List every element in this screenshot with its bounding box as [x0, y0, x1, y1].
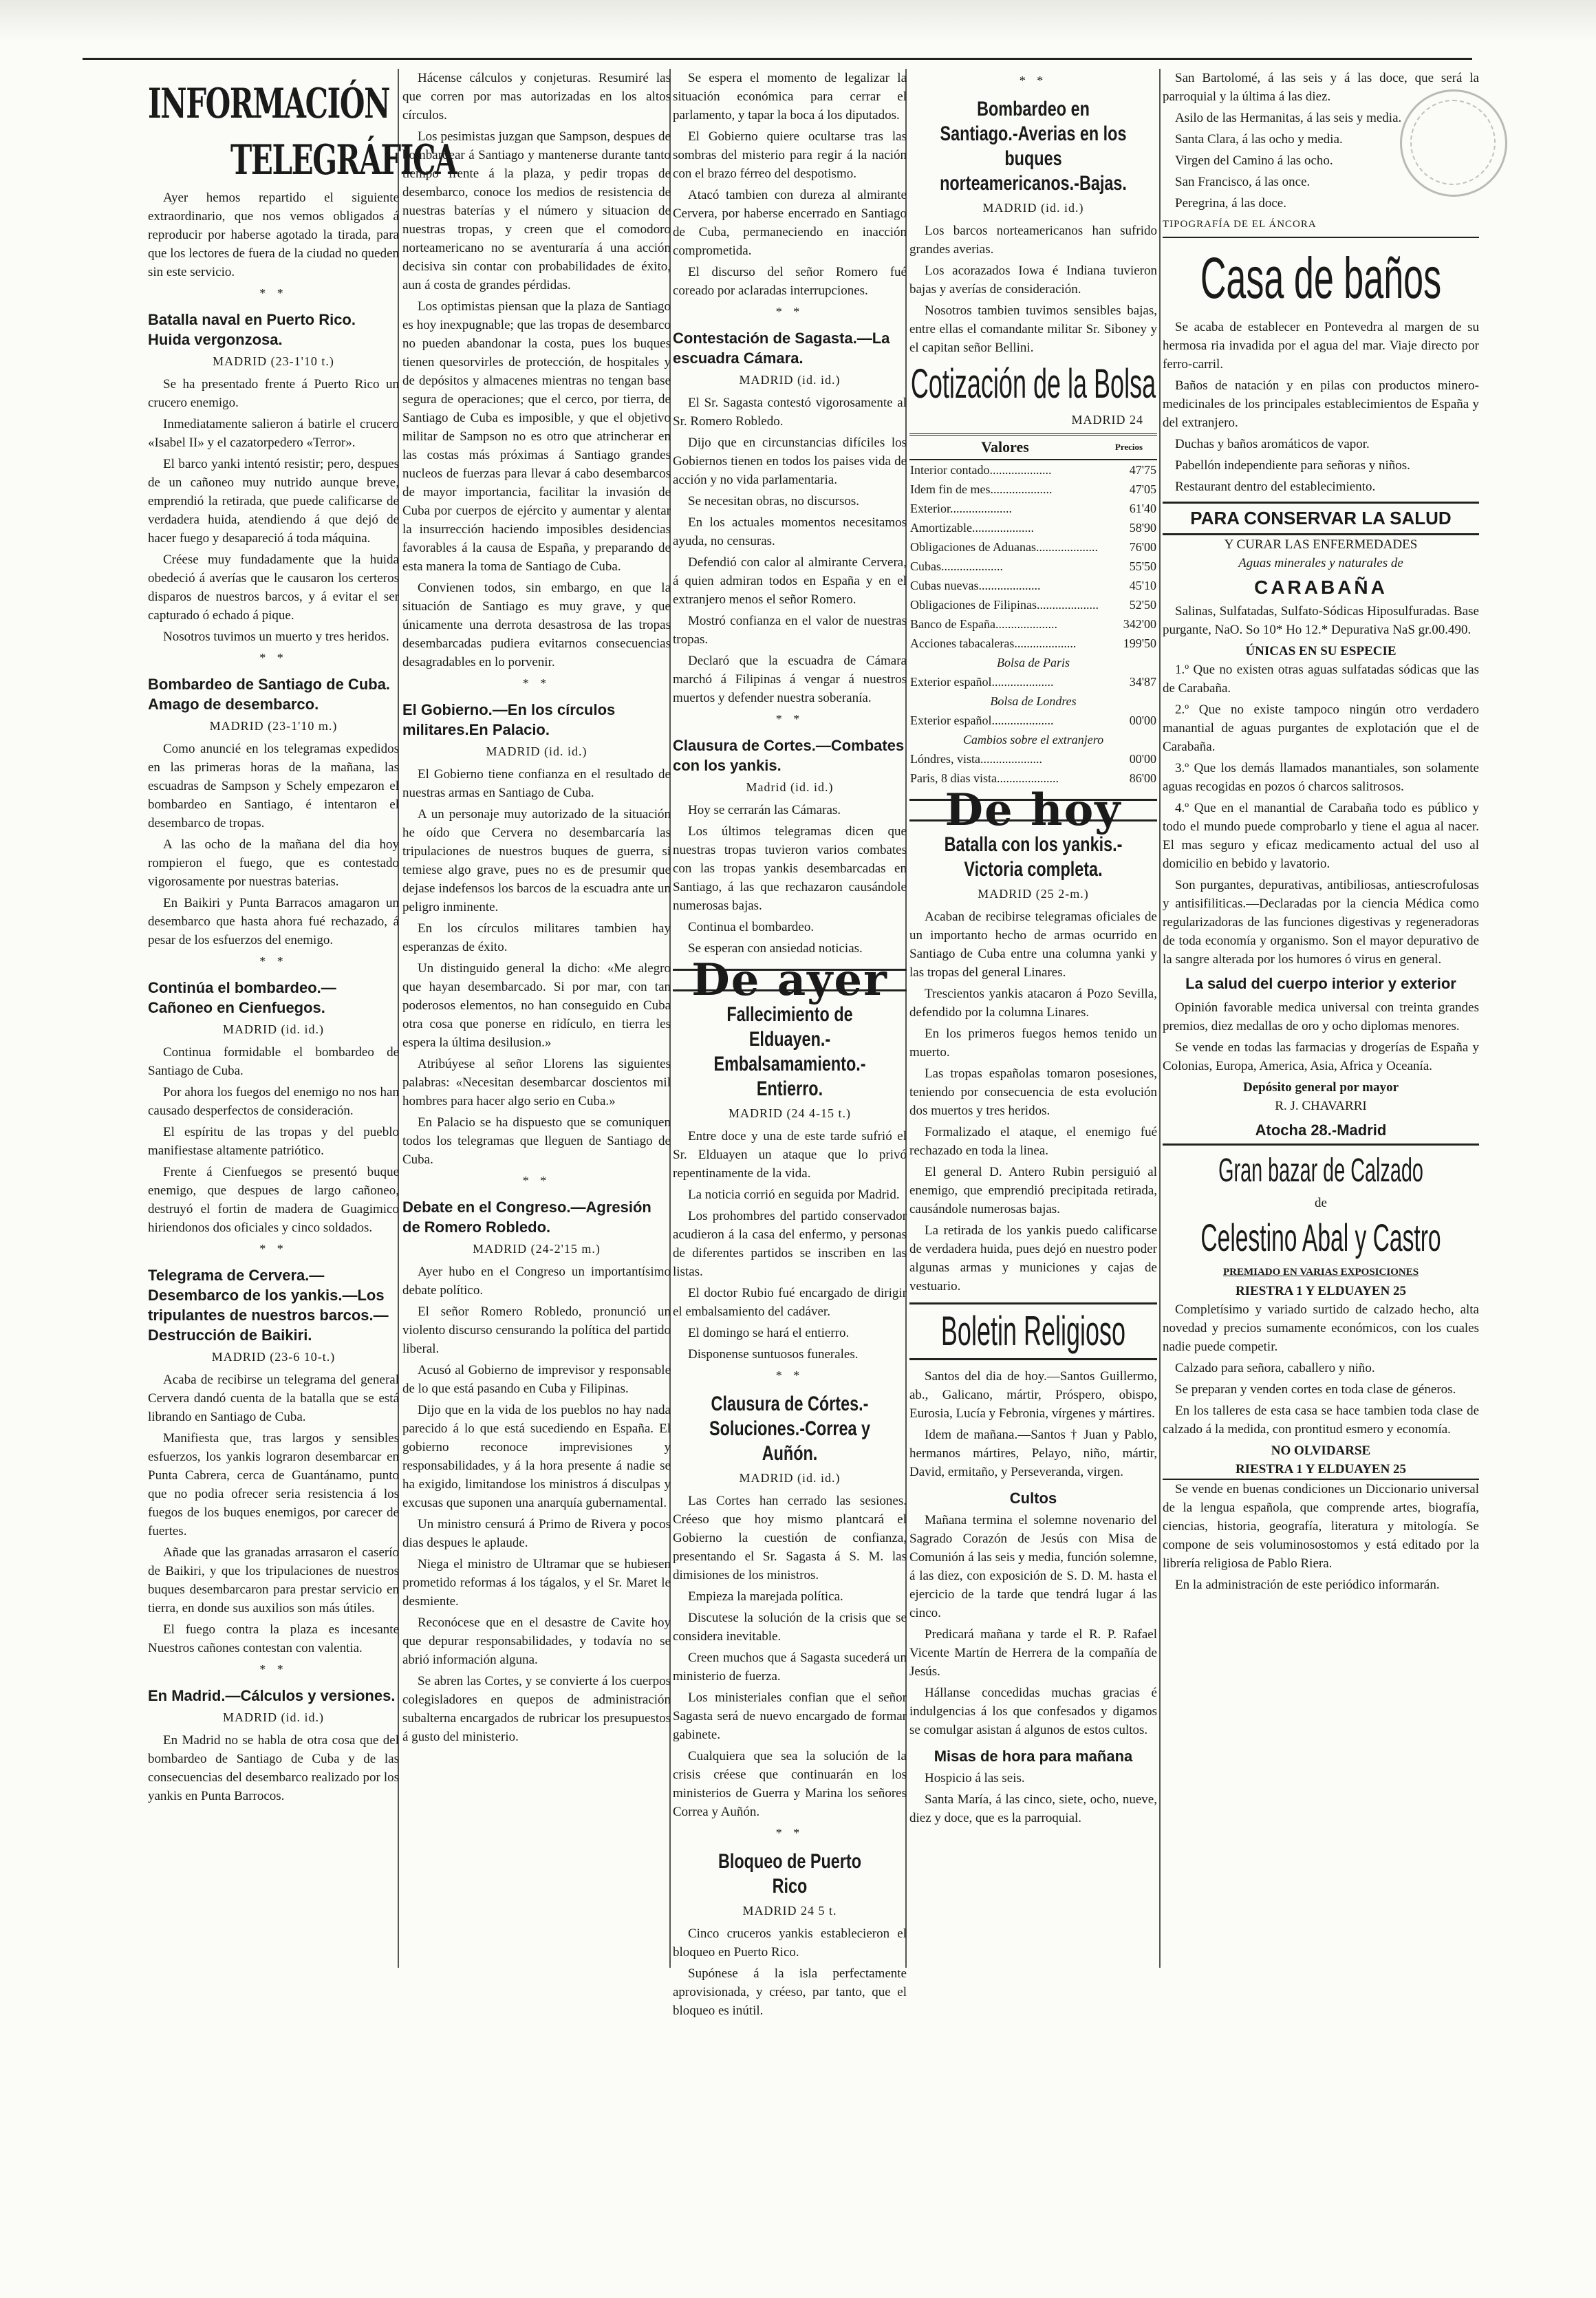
salud-subtitle: Y CURAR LAS ENFERMEDADES: [1224, 537, 1418, 552]
paragraph: Disponense suntuosos funerales.: [688, 1347, 859, 1362]
paragraph: Niega el ministro de Ultramar que se hubiesen prometido reformas á los tágalos, y el Sr. Maret le desmiente.: [402, 1557, 671, 1609]
paragraph: En los primeros fuegos hemos tenido un muerto.: [909, 1027, 1157, 1060]
dateline: MADRID (id. id.): [223, 1710, 324, 1724]
paragraph: En Baikiri y Punta Barracos amagaron un desembarco que hasta ahora fué rechazado, á pesar de los esfuerzos del enemigo.: [148, 896, 399, 947]
paragraph: El fuego contra la plaza es incesante Nuestros cañones contestan con valentia.: [148, 1622, 399, 1655]
paragraph: Los barcos norteamericanos han sufrido grandes averias.: [909, 224, 1157, 257]
dateline: MADRID (23-6 10-t.): [211, 1350, 336, 1364]
carabana-point: 3.º Que los demás llamados manantiales, son solamente aguas recogidas en pozos ó charcos salitrosos.: [1163, 761, 1479, 794]
bolsa-row-value: 86'00: [1129, 771, 1156, 785]
dateline: MADRID (id. id.): [982, 201, 1084, 215]
bazar-de: de: [1315, 1196, 1327, 1210]
dateline: MADRID (id. id.): [739, 1471, 841, 1485]
bazar-line: En los talleres de esta casa se hace tambien toda clase de calzado á la medida, con prontitud esmero y economía.: [1163, 1404, 1479, 1437]
article-headline: Bloqueo de Puerto Rico: [718, 1850, 862, 1898]
bolsa-row-value: 47'05: [1129, 482, 1156, 496]
paragraph: Se ha presentado frente á Puerto Rico un crucero enemigo.: [148, 377, 399, 410]
paragraph: Hácense cálculos y conjeturas. Resumiré las que corren por mas autorizadas en los altos círculos.: [402, 71, 671, 122]
paragraph: Se espera el momento de legalizar la situación económica para cerrar el parlamento, y tapar la boca á los diputados.: [673, 71, 907, 122]
bolsa-row: [909, 480, 1157, 499]
paragraph: Por ahora los fuegos del enemigo no nos han causado desperfectos de consideración.: [148, 1085, 399, 1118]
bolsa-row-name: Amortizable....................: [910, 521, 1034, 535]
bolsa-row-value: 47'75: [1129, 463, 1156, 477]
bolsa-row-name: Exterior español....................: [910, 675, 1054, 689]
section-separator: * *: [522, 1174, 551, 1188]
bolsa-row: [909, 672, 1157, 691]
paragraph: En los actuales momentos necesitamos ayuda, no censuras.: [673, 515, 907, 548]
bolsa-subheading-text: Cambios sobre el extranjero: [962, 733, 1104, 747]
bolsa-subheading: [909, 653, 1157, 672]
unicas-heading: ÚNICAS EN SU ESPECIE: [1245, 644, 1396, 658]
bolsa-title: Cotización de la Bolsa: [910, 361, 1156, 407]
dateline: MADRID (24 4-15 t.): [729, 1106, 851, 1120]
cultos-paragraph: Mañana termina el solemne novenario del Sagrado Corazón de Jesús con Misa de Comunión á las seis y media, función solemne, á las diez, con exposición de S. D. M. hasta el ejercicio de la tarde que tendrá lugar á las cinco.: [909, 1513, 1157, 1620]
carabana-point: 2.º Que no existe tampoco ningún otro verdadero manantial de aguas purgantes de explotación que el de Carabaña.: [1163, 702, 1479, 754]
paragraph: Las Cortes han cerrado las sesiones. Créeso que hoy mismo plantcará el Gobierno la cuestión de confianza, presentando el Sr. Sagasta á S. M. las dimisiones de los ministros.: [673, 1494, 907, 1582]
paragraph: Se abren las Cortes, y se convierte á los cuerpos colegisladores en quepos de administración subalterna encargados de rubricar los presupuestos á gusto del ministerio.: [402, 1674, 671, 1744]
misa-entry: San Bartolomé, á las seis y á las doce, que será la parroquial y la última á las diez.: [1163, 71, 1479, 104]
bolsa-subheading: [909, 691, 1157, 711]
paragraph: Se esperan con ansiedad noticias.: [688, 941, 863, 956]
paragraph: Acaba de recibirse un telegrama del general Cervera dandó cuenta de la batalla que se está librando en Santiago de Cuba.: [148, 1373, 399, 1424]
paragraph: Los últimos telegramas dicen que nuestras tropas tuvieron varios combates con las tropas yankis desembarcadas en Santiago, á las que rechazaron causándole numerosas bajas.: [673, 824, 907, 913]
bolsa-row-value: 55'50: [1129, 559, 1156, 573]
paragraph: El Gobierno quiere ocultarse tras las sombras del misterio para regir á la nación con el brazo férreo del despotismo.: [673, 129, 907, 181]
bazar-address-repeat: RIESTRA 1 Y ELDUAYEN 25: [1163, 1460, 1479, 1480]
cultos-title: Cultos: [1009, 1490, 1057, 1507]
bolsa-row-value: 61'40: [1129, 502, 1156, 515]
bolsa-row: [909, 749, 1157, 769]
masthead-line2: TELEGRÁFICA: [230, 136, 457, 184]
casa-banos-text: [1163, 318, 1479, 496]
column-1: [148, 69, 457, 1975]
casa-banos-line: Pabellón independiente para señoras y niños.: [1175, 458, 1410, 473]
boletin-title: Boletin Religioso: [940, 1308, 1126, 1354]
section-banner: De ayer: [673, 969, 907, 991]
section-separator: * *: [775, 1826, 804, 1840]
bolsa-row: [909, 537, 1157, 557]
diccionario-ad: Se vende en buenas condiciones un Diccionario universal de la lengua española, que comprende artes, biografía, ciencias, historia, geografía, literatura y mitología. Se compone de seis voluminosostomos y está editado por la librería religiosa de Pablo Riera.: [1163, 1482, 1479, 1571]
bazar-text: [1163, 1300, 1479, 1439]
casa-banos-line: Restaurant dentro del establecimiento.: [1175, 480, 1376, 494]
bolsa-row-value: 34'87: [1129, 675, 1156, 689]
salud-title: PARA CONSERVAR LA SALUD: [1190, 508, 1452, 528]
misa-entry: San Francisco, á las once.: [1175, 175, 1311, 189]
atocha-address: Atocha 28.-Madrid: [1163, 1121, 1479, 1146]
paragraph: Declaró que la escuadra de Cámara marchó á Filipinas á vengar á nuestros muertos y defender nuestra soberanía.: [673, 654, 907, 705]
misas-list: [909, 1769, 1157, 1827]
boletin-idem: Idem de mañana.—Santos † Juan y Pablo, hermanos mártires, Pelayo, niño, mártir, David, ermitaño, y Perseveranda, virgen.: [909, 1428, 1157, 1479]
section-separator: * *: [259, 954, 288, 968]
bolsa-row-name: Idem fin de mes....................: [910, 482, 1053, 496]
premiado-label: PREMIADO EN VARIAS EXPOSICIONES: [1222, 1267, 1419, 1278]
paragraph: El barco yanki intentó resistir; pero, despues de un cañoneo muy nutrido aunque breve, emprendió la retirada, que puede calificarse de verdadera huida, atendiendo á que dejó de hacer fuego y desapareció á toda máquina.: [148, 457, 399, 546]
casa-banos-line: Duchas y baños aromáticos de vapor.: [1175, 437, 1370, 451]
article-headline: Clausura de Córtes.-Soluciones.-Correa y Auñón.: [709, 1393, 871, 1465]
admin-note: En la administración de este periódico informarán.: [1175, 1578, 1440, 1592]
paragraph: Un distinguido general la dicho: «Me alegro que hayan desembarcado. Si por mar, con tan poderosos elementos, no han conseguido en Cuba otra cosa que ponerse en ridículo, en tierra les espera la última desilusion.»: [402, 961, 671, 1050]
paragraph: El espíritu de las tropas y del pueblo manifiestase altamente patriótico.: [148, 1125, 399, 1158]
paragraph: Se necesitan obras, no discursos.: [688, 494, 860, 508]
paragraph: El discurso del señor Romero fué coreado por aclaradas interrupciones.: [673, 265, 907, 298]
bazar-line: Completísimo y variado surtido de calzado hecho, alta novedad y precios sumamente económicos, con los cuales nadie puede competir.: [1163, 1302, 1479, 1354]
paragraph: La noticia corrió en seguida por Madrid.: [688, 1188, 900, 1202]
paragraph: El Sr. Sagasta contestó vigorosamente al Sr. Romero Robledo.: [673, 396, 907, 429]
bolsa-row-name: Obligaciones de Filipinas....................: [910, 598, 1099, 612]
column-5-ads: [1163, 69, 1479, 1940]
bolsa-row-value: 342'00: [1123, 617, 1156, 631]
paragraph: Dijo que en circunstancias difíciles los Gobiernos tienen en todos los paises vida de acción y no vida parlamentaria.: [673, 436, 907, 487]
paragraph: Los prohombres del partido conservador acudieron á la casa del enfermo, y personas de diferentes partidos se inscriben en las listas.: [673, 1209, 907, 1279]
article-headline: Bombardeo de Santiago de Cuba. Amago de desembarco.: [148, 676, 391, 713]
paragraph: Créese muy fundadamente que la huida obedeció á averías que le causaron los certeros disparos de nuestros barcos, y á evitar el ser capturado ó echado á pique.: [148, 552, 399, 623]
section-separator: * *: [259, 286, 288, 300]
misas-title: Misas de hora para mañana: [934, 1748, 1133, 1765]
dateline: MADRID (id. id.): [486, 744, 587, 758]
paragraph: Entre doce y una de este tarde sufrió el Sr. Elduayen un ataque que lo privó repentinamente de la vida.: [673, 1129, 907, 1181]
paragraph: Dijo que en la vida de los pueblos no hay nada parecido á lo que está sucediendo en España. El gobierno reconoce imprevisiones y responsabilidades, y á la hora presente á nadie se ha exigido, limitandose los ministros á disculpas y excusas que suponen una anarquía gubernamental.: [402, 1403, 671, 1510]
article-headline: Debate en el Congreso.—Agresión de Romero Robledo.: [402, 1199, 651, 1236]
bolsa-row: [909, 595, 1157, 614]
paragraph: Ayer hubo en el Congreso un importantísimo debate político.: [402, 1265, 671, 1298]
bolsa-row-value: 00'00: [1129, 752, 1156, 766]
paragraph: Formalizado el ataque, el enemigo fué rechazado en toda la linea.: [909, 1125, 1157, 1158]
cultos-paragraph: Hállanse concedidas muchas gracias é indulgencias á los que confesados y digamos se comulgar asistan á algunos de estos cultos.: [909, 1686, 1157, 1737]
carabana-point: 4.º Que en el manantial de Carabaña todo es público y todo el mundo puede comprobarlo y tiene el agua al nacer. El mas seguro y eficaz medicamento actual del uso al domicilio en bebido y lavatorio.: [1163, 801, 1479, 871]
column-3: [673, 69, 907, 2018]
dateline: Madrid (id. id.): [746, 780, 834, 794]
bazar-line: Se preparan y venden cortes en toda clase de géneros.: [1175, 1382, 1456, 1397]
no-olvidarse: NO OLVIDARSE: [1271, 1443, 1371, 1458]
bolsa-row-name: Interior contado....................: [910, 463, 1052, 477]
section-separator: * *: [1019, 74, 1048, 87]
masthead-line1: INFORMACIÓN: [148, 80, 390, 128]
casa-banos-line: Se acaba de establecer en Pontevedra al margen de su hermosa ria invadida por el agua del mar. Viaje directo por ferro-carril.: [1163, 320, 1479, 372]
column-3-content: [673, 69, 907, 2020]
boletin-santos: Santos del dia de hoy.—Santos Guillermo, ab., Galicano, mártir, Próspero, obispo, Eurosia, Lucía y Febronia, vírgenes y mártires.: [909, 1369, 1157, 1421]
deposito-label: Depósito general por mayor: [1242, 1080, 1399, 1095]
venta-text: Se vende en todas las farmacias y drogerías de España y Colonias, Europa, America, Asia, Africa y Oceanía.: [1163, 1040, 1479, 1073]
article-headline: En Madrid.—Cálculos y versiones.: [148, 1687, 396, 1704]
paragraph: El general D. Antero Rubin persiguió al enemigo, que emprendió precipitada retirada, causándole numerosas bajas.: [909, 1165, 1157, 1216]
paragraph: Como anuncié en los telegramas expedidos en las primeras horas de la mañana, las escuadras de Sampson y Schely empezaron el bombardeo en Santiago, é intentaron el desembarco de tropas.: [148, 742, 399, 830]
paragraph: Hoy se cerrarán las Cámaras.: [688, 803, 841, 817]
misa-entry: Virgen del Camino á las ocho.: [1175, 153, 1333, 168]
paragraph: Un ministro censurá á Primo de Rivera y pocos dias despues le aplaude.: [402, 1517, 671, 1550]
bolsa-subheading-text: Bolsa de Paris: [997, 656, 1070, 669]
carabana-brand: CARABAÑA: [1254, 577, 1388, 598]
misa-entry: Peregrina, á las doce.: [1175, 196, 1286, 211]
paragraph: Los acorazados Iowa é Indiana tuvieron bajas y averías de consideración.: [909, 264, 1157, 297]
paragraph: La retirada de los yankis puedo calificarse de verdadera huida, pues dejó en nuestro poder algunas armas y municiones y cajas de vestuario.: [909, 1223, 1157, 1293]
bolsa-row: [909, 518, 1157, 537]
bolsa-row-name: Exterior español....................: [910, 713, 1054, 727]
typography-credit: TIPOGRAFÍA DE EL ÁNCORA: [1163, 215, 1479, 238]
bolsa-subheading-text: Bolsa de Londres: [990, 694, 1077, 708]
bolsa-row-value: 199'50: [1123, 636, 1156, 650]
paragraph: A las ocho de la mañana del dia hoy rompieron el fuego, que es contestado vigorosamente por nuestras baterias.: [148, 837, 399, 889]
misa-entry: Santa Clara, á las ocho y media.: [1175, 132, 1343, 147]
column-divider: [1159, 69, 1161, 1968]
header-rule: [83, 58, 1472, 60]
paragraph: Los optimistas piensan que la plaza de Santiago es hoy inexpugnable; que las tropas de desembarco no pueden abandonar la costa, pues los buques tienen quesorvirles de protección, de hospitales y de depósitos y almacenes mientras no tengan base segura de operaciones; que el cerco, por tierra, de Santiago de Cuba es imposible, y que el objetivo militar de Sampson no es otro que atrincherar en las costas más próximas á Santiago grandes nucleos de fuerzas para llevar á cabo desembarcos de mayor importancia, facilitar la invasión de Cuba por cuerpos de ejército y aumentar y alentar la insurrección haciendo imposibles desidencias favorables á la causa de España, y preparando de esta manera la toma de Santiago de Cuba.: [402, 299, 671, 574]
paragraph: El doctor Rubio fué encargado de dirigir el embalsamiento del cadáver.: [673, 1286, 907, 1319]
salud-subtitle2: Aguas minerales y naturales de: [1238, 556, 1403, 570]
paragraph: El domingo se hará el entierro.: [688, 1326, 850, 1340]
paragraph: Frente á Cienfuegos se presentó buque enemigo, que despues de largo cañoneo, destruyó el fortin de madera de Guagimico hiriendonos dos oficiales y cinco soldados.: [148, 1165, 399, 1235]
article-headline: Contestación de Sagasta.—La escuadra Cámara.: [673, 330, 890, 367]
paragraph: Convienen todos, sin embargo, en que la situación de Santiago es muy grave, y que únicamente una derrota desastrosa de las tropas desembarcadas pudiera evitarnos consecuencias desagradables en lo porvenir.: [402, 581, 671, 669]
bolsa-row: [909, 614, 1157, 634]
bazar-title: Gran bazar de Calzado: [1218, 1152, 1423, 1189]
paragraph: Atribúyese al señor Llorens las siguientes palabras: «Necesitan desembarcar doscientos mil hombres para hacer algo serio en Cuba.»: [402, 1057, 671, 1108]
bolsa-row-value: 52'50: [1129, 598, 1156, 612]
misas-continued: [1163, 69, 1479, 213]
paragraph: El señor Romero Robledo, pronunció un violento discurso censurando la política del partido liberal.: [402, 1304, 671, 1356]
paragraph: Acusó al Gobierno de imprevisor y responsable de lo que está pasando en Cuba y Filipinas.: [402, 1363, 671, 1396]
bolsa-row-name: Paris, 8 dias vista....................: [910, 771, 1059, 785]
carabana-point: 1.º Que no existen otras aguas sulfatadas sódicas que las de Carabaña.: [1163, 663, 1479, 696]
article-headline: Continúa el bombardeo.—Cañoneo en Cienfuegos.: [148, 979, 336, 1016]
article-headline: Telegrama de Cervera.—Desembarco de los yankis.—Los tripulantes de nuestros barcos.—Destrucción de Baikiri.: [148, 1267, 389, 1344]
paragraph: Nosotros tuvimos un muerto y tres heridos.: [163, 630, 389, 644]
column-4: [909, 69, 1157, 1940]
paragraph: Los pesimistas juzgan que Sampson, despues de bombardear á Santiago y mantenerse durante tanto tiempo frente á la plaza, y pedir tropas de desembarco, conoce los medios de resistencia de nuestras baterías y el número y situacion de nuestras tropas, y creen que el comodoro norteamericano no se aventuraría á una acción decisiva sin contar con probabilidades de éxito, aun á costa de grandes pérdidas.: [402, 129, 671, 292]
paragraph: En los círculos militares tambien hay esperanzas de éxito.: [402, 921, 671, 954]
paragraph: Las tropas españolas tomaron posesiones, teniendo por consecuencia de esta evolución dos muertos y tres heridos.: [909, 1066, 1157, 1118]
paragraph: Creen muchos que á Sagasta sucederá un ministerio de fuerza.: [673, 1651, 907, 1684]
article-headline: Batalla naval en Puerto Rico. Huida vergonzosa.: [148, 311, 356, 348]
bolsa-row-name: Acciones tabacaleras....................: [910, 636, 1077, 650]
article-headline: Bombardeo en Santiago.-Averias en los buques norteamericanos.-Bajas.: [940, 98, 1127, 195]
section-separator: * *: [259, 1662, 288, 1676]
dateline: MADRID (24-2'15 m.): [473, 1242, 601, 1256]
bolsa-col-valores: Valores: [909, 435, 1101, 460]
section-separator: * *: [259, 651, 288, 665]
bolsa-row-name: Cubas nuevas....................: [910, 579, 1041, 592]
paragraph: Manifiesta que, tras largos y sensibles esfuerzos, los yankis lograron desembarcar en Punta Cabrera, cerca de Guantánamo, punto que no podia ofrecer seria resistencia á los fuegos de los buques enemigos, por carecer de fuertes.: [148, 1431, 399, 1538]
bolsa-row: [909, 576, 1157, 595]
misa-entry: Santa María, á las cinco, siete, ocho, nueve, diez y doce, que es la parroquial.: [909, 1792, 1157, 1825]
cultos-list: [909, 1511, 1157, 1739]
paragraph: Atacó tambien con dureza al almirante Cervera, por haberse encerrado en Santiago de Cuba, permaneciendo en inacción comprometida.: [673, 188, 907, 258]
paragraph: Acaban de recibirse telegramas oficiales de un importanto hecho de armas ocurrido en Santiago de Cuba entre una columna yanki y las tropas del general Linares.: [909, 910, 1157, 980]
bolsa-row-name: Exterior....................: [910, 502, 1012, 515]
section-separator: * *: [775, 305, 804, 319]
bolsa-row: [909, 634, 1157, 653]
bolsa-row: [909, 711, 1157, 730]
bolsa-subheading: [909, 730, 1157, 749]
paragraph: Mostró confianza en el valor de nuestras tropas.: [673, 614, 907, 647]
bolsa-row-name: Obligaciones de Aduanas....................: [910, 540, 1098, 554]
misa-entry: Asilo de las Hermanitas, á las seis y media.: [1175, 111, 1402, 125]
article-headline: Fallecimiento de Elduayen.-Embalsamamiento.-Entierro.: [713, 1003, 866, 1100]
chavarri-name: R. J. CHAVARRI: [1275, 1099, 1367, 1113]
paragraph: Defendió con calor al almirante Cervera, á quien admiran todos en España y en el extranjero menos el señor Romero.: [673, 555, 907, 607]
bolsa-table-body: [909, 460, 1157, 788]
bolsa-row-value: 45'10: [1129, 579, 1156, 592]
article-headline: El Gobierno.—En los círculos militares.En Palacio.: [402, 701, 616, 738]
bolsa-row: [909, 460, 1157, 480]
article-headline: Batalla con los yankis.-Victoria completa.: [944, 833, 1123, 881]
paragraph: En Palacio se ha dispuesto que se comuniquen todos los telegramas que lleguen de Santiago de Cuba.: [402, 1115, 671, 1167]
carabana-point: Son purgantes, depurativas, antibiliosas, antiescrofulosas y antisifiliticas.—Declaradas por la ciencia Médica como regularizadoras de las funciones digestivas y regeneradoras de toda economía y organismo. Son el mayor depurativo de la sangre alterada por los humores ó virus en general.: [1163, 878, 1479, 967]
bolsa-row: [909, 557, 1157, 576]
column-2: [402, 69, 671, 1975]
bolsa-row-name: Lóndres, vista....................: [910, 752, 1042, 766]
paragraph: Nosotros tambien tuvimos sensibles bajas, entre ellas el comandante militar Sr. Siboney y el capitan señor Bellini.: [909, 303, 1157, 355]
bazar-address: RIESTRA 1 Y ELDUAYEN 25: [1235, 1284, 1407, 1298]
paragraph: Continua formidable el bombardeo de Santiago de Cuba.: [148, 1045, 399, 1078]
column-1-content: [148, 189, 399, 1805]
paragraph: Supónese á la isla perfectamente aprovisionada, y créeso, par tanto, que el bloqueo es inútil.: [673, 1966, 907, 2018]
bolsa-row-name: Cubas....................: [910, 559, 1003, 573]
paragraph: Trescientos yankis atacaron á Pozo Sevilla, defendido por la columna Linares.: [909, 987, 1157, 1020]
section-separator: * *: [522, 676, 551, 690]
casa-banos-title: Casa de baños: [1200, 246, 1442, 310]
bolsa-row-name: Banco de España....................: [910, 617, 1057, 631]
paragraph: A un personaje muy autorizado de la situación he oído que Cervera no desembarcaría las tripulaciones de nuestros buques de guerra, si temiese algo grave, pues no es de presumir que dejase indefensos los barcos de la escuadra ante un peligro inminente.: [402, 807, 671, 914]
bolsa-table: [909, 433, 1157, 788]
section-separator: * *: [775, 1368, 804, 1382]
dateline: MADRID (id. id.): [739, 373, 841, 387]
dateline: MADRID (23-1'10 m.): [209, 719, 338, 733]
salud2-text: Opinión favorable medica universal con treinta grandes premios, diez medallas de oro y ocho diplomas menores.: [1163, 1000, 1479, 1033]
dateline: MADRID 24 5 t.: [742, 1904, 837, 1918]
section-separator: * *: [775, 712, 804, 726]
bazar-name: Celestino Abal y Castro: [1200, 1216, 1441, 1259]
paragraph: Continua el bombardeo.: [688, 920, 815, 934]
paragraph: Discutese la solución de la crisis que se considera inevitable.: [673, 1611, 907, 1644]
paragraph: Inmediatamente salieron á batirle el crucero «Isabel II» y el cazatorpedero «Terror».: [148, 417, 399, 450]
bolsa-date: MADRID 24: [1071, 413, 1143, 427]
paragraph: Los ministeriales confian que el señor Sagasta será de nuevo encargado de formar gabinete.: [673, 1690, 907, 1742]
paragraph: Cualquiera que sea la solución de la crisis créese que continuarán en los ministerios de Guerra y Marina los señores Correa y Auñón.: [673, 1749, 907, 1819]
paragraph: Añade que las granadas arrasaron el caserío de Baikiri, y que los tripulaciones de nuestros buques desembarcaron para prestar servicio en tierra, en donde sus auxilios son más útiles.: [148, 1545, 399, 1615]
section-separator: * *: [259, 1242, 288, 1256]
bazar-line: Calzado para señora, caballero y niño.: [1175, 1361, 1375, 1375]
paragraph: Cinco cruceros yankis establecieron el bloqueo en Puerto Rico.: [673, 1926, 907, 1959]
salud2-title: La salud del cuerpo interior y exterior: [1185, 975, 1456, 992]
section-banner: De hoy: [909, 799, 1157, 822]
bolsa-row-value: 58'90: [1129, 521, 1156, 535]
cultos-paragraph: Predicará mañana y tarde el R. P. Rafael Vicente Martín de Herrera de la compañía de Jesús.: [909, 1627, 1157, 1679]
casa-banos-line: Baños de natación y en pilas con productos minero-medicinales de los principales establecimientos de España y del extranjero.: [1163, 378, 1479, 430]
paragraph: Reconócese que en el desastre de Cavite hoy que depurar responsabilidades, y todavía no se abrió información alguna.: [402, 1615, 671, 1667]
bolsa-col-precios: Precios: [1101, 435, 1157, 460]
dateline: MADRID (25 2-m.): [978, 887, 1089, 901]
article-headline: Clausura de Cortes.—Combates con los yankis.: [673, 737, 905, 774]
column-2-content: [402, 69, 671, 1746]
paragraph: Ayer hemos repartido el siguiente extraordinario, que nos vemos obligados á reproducir por haberse agotado la tirada, para que los lectores de fuera de la ciudad no queden sin este servicio.: [148, 191, 399, 279]
paragraph: Empieza la marejada política.: [688, 1589, 843, 1604]
column-4-bottom-content: [909, 784, 1157, 1296]
paragraph: En Madrid no se habla de otra cosa que del bombardeo de Santiago de Cuba y de las consecuencias del desembarco realizado por los yankis en Punta Barrocos.: [148, 1733, 399, 1803]
carabana-desc: Salinas, Sulfatadas, Sulfato-Sódicas Hiposulfuradas. Base purgante, NaO. So 10* Ho 12.* Depurativa NaS gr.00.490.: [1163, 604, 1479, 637]
dateline: MADRID (id. id.): [223, 1022, 324, 1036]
bolsa-row-value: 00'00: [1129, 713, 1156, 727]
column-4-top-content: [909, 72, 1157, 357]
page-top-edge: [0, 0, 1596, 41]
paragraph: El Gobierno tiene confianza en el resultado de nuestras armas en Santiago de Cuba.: [402, 767, 671, 800]
misa-entry: Hospicio á las seis.: [925, 1771, 1025, 1785]
carabana-points: [1163, 661, 1479, 969]
bolsa-row: [909, 499, 1157, 518]
dateline: MADRID (23-1'10 t.): [213, 354, 334, 368]
bolsa-row-value: 76'00: [1129, 540, 1156, 554]
